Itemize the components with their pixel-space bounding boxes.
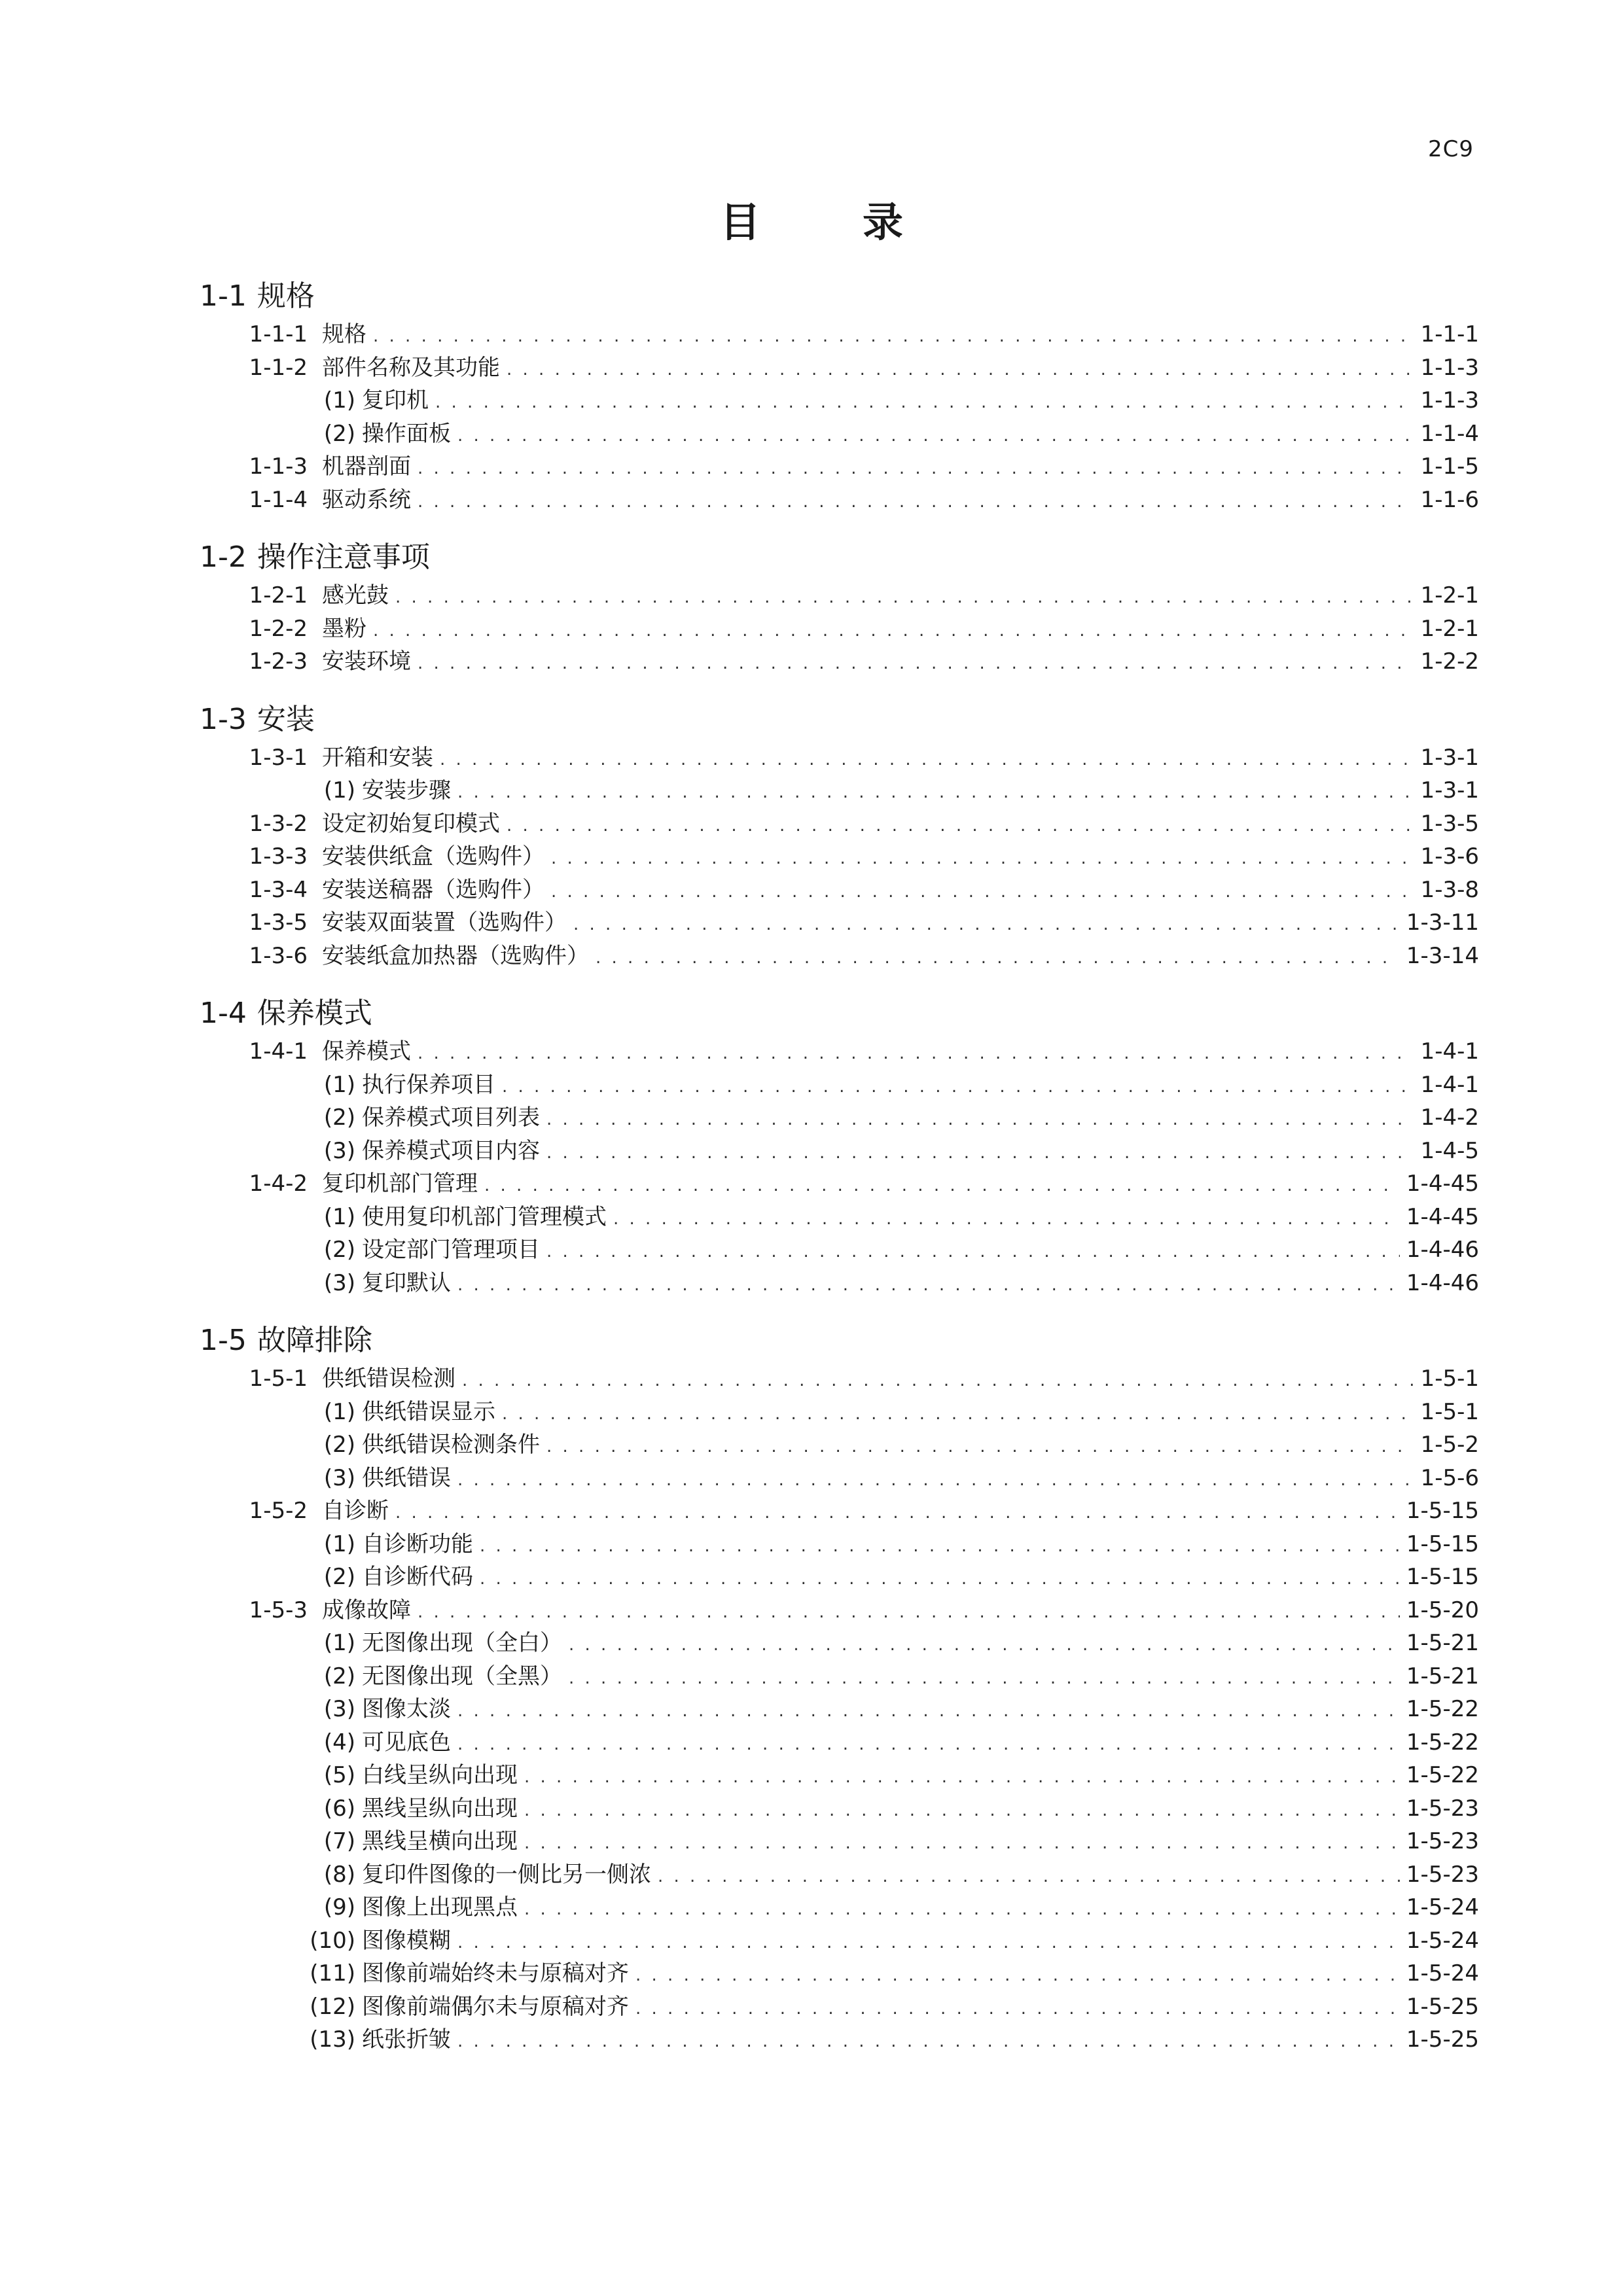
- entry-number: 1-1-3: [249, 453, 308, 480]
- dot-leader: [373, 614, 1414, 648]
- entry-label: 保养模式: [322, 1038, 411, 1065]
- entry-page-number: 1-1-6: [1420, 486, 1479, 513]
- entry-number: (3): [323, 1464, 355, 1491]
- toc-subsection-entry[interactable]: [0, 1462, 1479, 1495]
- toc-section-entry[interactable]: [0, 940, 1479, 973]
- dot-leader: [457, 1926, 1400, 1960]
- dot-leader: [507, 353, 1414, 387]
- entry-number: 1-1-4: [249, 486, 308, 513]
- entry-label: 黑线呈纵向出现: [362, 1795, 518, 1822]
- toc-chapter: [0, 536, 1623, 698]
- entry-number: (2): [323, 1104, 355, 1131]
- entry-label: 图像模糊: [362, 1927, 451, 1954]
- entry-page-number: 1-4-1: [1420, 1071, 1479, 1098]
- entry-number: 1-2-3: [249, 648, 308, 675]
- entry-page-number: 1-3-14: [1406, 942, 1479, 969]
- toc-subsection-entry[interactable]: [0, 384, 1479, 417]
- dot-leader: [524, 1794, 1400, 1828]
- entry-number: 1-2-2: [249, 615, 308, 642]
- toc-subsection-entry[interactable]: [0, 1924, 1479, 1958]
- dot-leader: [658, 1860, 1400, 1894]
- dot-leader: [613, 1203, 1400, 1236]
- dot-leader: [457, 1695, 1400, 1728]
- toc-subsection-entry[interactable]: [0, 1069, 1479, 1102]
- toc-section-entry[interactable]: [0, 1494, 1479, 1528]
- toc-section-entry[interactable]: [0, 906, 1479, 940]
- entry-page-number: 1-5-23: [1406, 1795, 1479, 1822]
- entry-label: 复印件图像的一侧比另一侧浓: [362, 1861, 651, 1888]
- entry-page-number: 1-2-1: [1420, 615, 1479, 642]
- entry-number: (1): [323, 1630, 355, 1656]
- toc-section-entry[interactable]: [0, 612, 1479, 646]
- entry-number: 1-1-1: [249, 321, 308, 347]
- entry-page-number: 1-5-23: [1406, 1861, 1479, 1888]
- page-title-char-2: 录: [863, 198, 904, 246]
- entry-label: 感光鼓: [322, 582, 389, 609]
- toc-subsection-entry[interactable]: [0, 774, 1479, 807]
- entry-label: 设定初始复印模式: [322, 810, 500, 837]
- entry-page-number: 1-5-24: [1406, 1927, 1479, 1954]
- entry-page-number: 1-5-15: [1406, 1498, 1479, 1524]
- entry-number: (1): [323, 1203, 355, 1230]
- entry-label: 纸张折皱: [362, 2026, 451, 2053]
- dot-leader: [435, 386, 1414, 419]
- entry-number: 1-3-2: [249, 810, 308, 837]
- dot-leader: [395, 581, 1414, 614]
- toc-subsection-entry[interactable]: [0, 1101, 1479, 1135]
- entry-label: 无图像出现（全白）: [362, 1630, 562, 1656]
- entry-number: (5): [323, 1762, 355, 1788]
- toc-subsection-entry[interactable]: [0, 1201, 1479, 1234]
- entry-number: (2): [323, 1564, 355, 1590]
- dot-leader: [546, 1430, 1414, 1464]
- entry-label: 成像故障: [322, 1597, 411, 1623]
- chapter-spacer: [0, 679, 1623, 698]
- entry-page-number: 1-5-25: [1406, 1993, 1479, 2020]
- toc-subsection-entry[interactable]: [0, 1528, 1479, 1561]
- dot-leader: [596, 942, 1400, 975]
- chapter-heading[interactable]: [200, 992, 1623, 1035]
- toc-section-entry[interactable]: [0, 741, 1479, 775]
- toc-subsection-entry[interactable]: [0, 1858, 1479, 1892]
- chapter-spacer: [0, 1299, 1623, 1319]
- entry-label: 安装纸盒加热器（选购件）: [322, 942, 589, 969]
- toc-subsection-entry[interactable]: [0, 1267, 1479, 1300]
- entry-number: 1-4-1: [249, 1038, 308, 1065]
- page-title: [0, 190, 1623, 248]
- chapter-number: 1-1: [200, 279, 247, 313]
- entry-page-number: 1-4-45: [1406, 1203, 1479, 1230]
- dot-leader: [546, 1235, 1400, 1269]
- dot-leader: [524, 1893, 1400, 1926]
- dot-leader: [418, 486, 1414, 519]
- dot-leader: [635, 1959, 1400, 1992]
- entry-label: 供纸错误显示: [362, 1398, 495, 1425]
- entry-number: (4): [323, 1729, 355, 1756]
- toc-section-entry[interactable]: [0, 1035, 1479, 1069]
- dot-leader: [502, 1398, 1414, 1431]
- dot-leader: [573, 908, 1400, 942]
- dot-leader: [373, 320, 1414, 353]
- toc-subsection-entry[interactable]: [0, 1891, 1479, 1924]
- entry-page-number: 1-4-2: [1420, 1104, 1479, 1131]
- entry-page-number: 1-5-22: [1406, 1729, 1479, 1756]
- dot-leader: [440, 743, 1414, 777]
- dot-leader: [507, 809, 1414, 843]
- entry-label: 机器剖面: [322, 453, 411, 480]
- entry-number: (1): [323, 1071, 355, 1098]
- toc-section-entry[interactable]: [0, 318, 1479, 351]
- entry-label: 供纸错误: [362, 1464, 451, 1491]
- entry-page-number: 1-4-46: [1406, 1269, 1479, 1296]
- entry-page-number: 1-5-24: [1406, 1894, 1479, 1920]
- chapter-title: 安装: [257, 702, 315, 736]
- toc-section-entry[interactable]: [0, 1167, 1479, 1201]
- toc-section-entry[interactable]: [0, 450, 1479, 484]
- toc-subsection-entry[interactable]: [0, 1957, 1479, 1990]
- entry-number: (8): [323, 1861, 355, 1888]
- entry-label: 复印机部门管理: [322, 1171, 478, 1197]
- toc-subsection-entry[interactable]: [0, 1561, 1479, 1594]
- entry-number: (1): [323, 1530, 355, 1557]
- entry-label: 安装送稿器（选购件）: [322, 876, 544, 903]
- entry-page-number: 1-3-11: [1406, 910, 1479, 936]
- chapter-heading[interactable]: [200, 1319, 1623, 1362]
- toc-subsection-entry[interactable]: [0, 1396, 1479, 1429]
- entry-number: (13): [310, 2026, 355, 2053]
- toc-chapter: [0, 1319, 1623, 2057]
- entry-page-number: 1-5-15: [1406, 1564, 1479, 1590]
- entry-page-number: 1-4-45: [1406, 1171, 1479, 1197]
- entry-number: 1-4-2: [249, 1171, 308, 1197]
- toc-subsection-entry[interactable]: [0, 1627, 1479, 1660]
- entry-label: 图像前端偶尔未与原稿对齐: [362, 1993, 629, 2020]
- entry-number: (9): [323, 1894, 355, 1920]
- toc-subsection-entry[interactable]: [0, 1693, 1479, 1726]
- entry-number: 1-5-1: [249, 1366, 308, 1392]
- dot-leader: [457, 1728, 1400, 1761]
- entry-number: (2): [323, 420, 355, 447]
- entry-label: 部件名称及其功能: [322, 354, 500, 381]
- entry-number: (3): [323, 1137, 355, 1164]
- entry-label: 驱动系统: [322, 486, 411, 513]
- entry-page-number: 1-3-5: [1420, 810, 1479, 837]
- entry-page-number: 1-3-8: [1420, 876, 1479, 903]
- toc-section-entry[interactable]: [0, 484, 1479, 517]
- chapter-number: 1-3: [200, 702, 247, 736]
- entry-label: 复印默认: [362, 1269, 451, 1296]
- entry-page-number: 1-5-6: [1420, 1464, 1479, 1491]
- dot-leader: [418, 452, 1414, 486]
- toc-subsection-entry[interactable]: [0, 1135, 1479, 1168]
- entry-page-number: 1-1-4: [1420, 420, 1479, 447]
- entry-label: 执行保养项目: [362, 1071, 495, 1098]
- entry-page-number: 1-5-15: [1406, 1530, 1479, 1557]
- entry-page-number: 1-3-1: [1420, 744, 1479, 771]
- entry-page-number: 1-5-21: [1406, 1663, 1479, 1689]
- dot-leader: [418, 1037, 1414, 1070]
- entry-page-number: 1-4-46: [1406, 1237, 1479, 1263]
- entry-page-number: 1-1-3: [1420, 354, 1479, 381]
- chapter-number: 1-2: [200, 540, 247, 574]
- chapter-heading[interactable]: [200, 275, 1623, 318]
- entry-page-number: 1-5-21: [1406, 1630, 1479, 1656]
- entry-label: 复印机: [362, 387, 429, 414]
- entry-number: (1): [323, 777, 355, 804]
- entry-number: 1-5-3: [249, 1597, 308, 1623]
- entry-label: 图像上出现黑点: [362, 1894, 518, 1920]
- entry-number: (2): [323, 1237, 355, 1263]
- entry-label: 使用复印机部门管理模式: [362, 1203, 607, 1230]
- entry-number: (1): [323, 1398, 355, 1425]
- entry-number: 1-1-2: [249, 354, 308, 381]
- chapter-spacer: [0, 516, 1623, 536]
- toc-subsection-entry[interactable]: [0, 1726, 1479, 1759]
- page-title-char-1: 目: [719, 198, 760, 246]
- chapter-number: 1-4: [200, 997, 247, 1030]
- entry-page-number: 1-5-23: [1406, 1828, 1479, 1854]
- dot-leader: [551, 875, 1414, 909]
- toc-subsection-entry[interactable]: [0, 1792, 1479, 1826]
- entry-page-number: 1-5-2: [1420, 1432, 1479, 1458]
- dot-leader: [462, 1364, 1414, 1398]
- entry-number: (3): [323, 1269, 355, 1296]
- toc-section-entry[interactable]: [0, 874, 1479, 907]
- entry-label: 安装步骤: [362, 777, 451, 804]
- entry-label: 图像太淡: [362, 1696, 451, 1722]
- entry-page-number: 1-3-6: [1420, 843, 1479, 870]
- toc-section-entry[interactable]: [0, 579, 1479, 612]
- toc-chapter: [0, 275, 1623, 536]
- dot-leader: [524, 1827, 1400, 1860]
- entry-page-number: 1-1-5: [1420, 453, 1479, 480]
- entry-label: 供纸错误检测条件: [362, 1432, 540, 1458]
- entry-page-number: 1-5-24: [1406, 1960, 1479, 1987]
- entry-label: 保养模式项目内容: [362, 1137, 540, 1164]
- entry-label: 安装环境: [322, 648, 411, 675]
- entry-number: 1-2-1: [249, 582, 308, 609]
- entry-page-number: 1-5-1: [1420, 1398, 1479, 1425]
- dot-leader: [418, 647, 1414, 680]
- entry-label: 自诊断: [322, 1498, 389, 1524]
- entry-label: 墨粉: [322, 615, 366, 642]
- toc-subsection-entry[interactable]: [0, 2023, 1479, 2057]
- entry-label: 操作面板: [362, 420, 451, 447]
- entry-number: (10): [310, 1927, 355, 1954]
- dot-leader: [551, 842, 1414, 875]
- entry-label: 自诊断功能: [362, 1530, 473, 1557]
- dot-leader: [635, 1992, 1400, 2026]
- entry-label: 安装供纸盒（选购件）: [322, 843, 544, 870]
- entry-label: 可见底色: [362, 1729, 451, 1756]
- dot-leader: [457, 419, 1414, 453]
- toc-section-entry[interactable]: [0, 1594, 1479, 1627]
- entry-page-number: 1-5-22: [1406, 1762, 1479, 1788]
- entry-label: 设定部门管理项目: [362, 1237, 540, 1263]
- entry-page-number: 1-5-1: [1420, 1366, 1479, 1392]
- toc-chapter: [0, 992, 1623, 1319]
- toc-section-entry[interactable]: [0, 840, 1479, 874]
- table-of-contents: [0, 275, 1623, 2057]
- dot-leader: [457, 2025, 1400, 2058]
- toc-section-entry[interactable]: [0, 1362, 1479, 1396]
- entry-label: 开箱和安装: [322, 744, 433, 771]
- toc-chapter: [0, 698, 1623, 993]
- entry-label: 图像前端始终未与原稿对齐: [362, 1960, 629, 1987]
- chapter-title: 操作注意事项: [257, 540, 430, 574]
- page-code: 2C9: [1427, 136, 1474, 162]
- dot-leader: [546, 1103, 1414, 1137]
- entry-page-number: 1-1-3: [1420, 387, 1479, 414]
- chapter-title: 故障排除: [257, 1324, 372, 1357]
- entry-number: (2): [323, 1663, 355, 1689]
- dot-leader: [502, 1070, 1414, 1104]
- entry-page-number: 1-4-1: [1420, 1038, 1479, 1065]
- entry-label: 安装双面装置（选购件）: [322, 910, 567, 936]
- toc-section-entry[interactable]: [0, 351, 1479, 385]
- toc-subsection-entry[interactable]: [0, 1825, 1479, 1858]
- entry-page-number: 1-5-25: [1406, 2026, 1479, 2053]
- chapter-spacer: [0, 972, 1623, 992]
- entry-label: 保养模式项目列表: [362, 1104, 540, 1131]
- entry-number: (2): [323, 1432, 355, 1458]
- toc-section-entry[interactable]: [0, 807, 1479, 841]
- dot-leader: [457, 1269, 1400, 1302]
- chapter-number: 1-5: [200, 1324, 247, 1357]
- entry-label: 黑线呈横向出现: [362, 1828, 518, 1854]
- toc-subsection-entry[interactable]: [0, 1990, 1479, 2024]
- entry-number: 1-3-1: [249, 744, 308, 771]
- entry-label: 白线呈纵向出现: [362, 1762, 518, 1788]
- entry-number: (1): [323, 387, 355, 414]
- entry-number: (11): [310, 1960, 355, 1987]
- toc-subsection-entry[interactable]: [0, 1233, 1479, 1267]
- entry-page-number: 1-5-22: [1406, 1696, 1479, 1722]
- entry-page-number: 1-2-2: [1420, 648, 1479, 675]
- entry-number: (6): [323, 1795, 355, 1822]
- dot-leader: [524, 1761, 1400, 1794]
- dot-leader: [457, 1464, 1414, 1497]
- dot-leader: [395, 1496, 1400, 1530]
- entry-number: 1-3-6: [249, 942, 308, 969]
- dot-leader: [480, 1530, 1400, 1563]
- toc-subsection-entry[interactable]: [0, 1660, 1479, 1693]
- chapter-heading[interactable]: [200, 536, 1623, 579]
- dot-leader: [569, 1662, 1400, 1695]
- dot-leader: [480, 1563, 1400, 1596]
- entry-page-number: 1-4-5: [1420, 1137, 1479, 1164]
- dot-leader: [546, 1137, 1414, 1170]
- entry-number: 1-3-4: [249, 876, 308, 903]
- dot-leader: [484, 1169, 1400, 1203]
- entry-number: 1-3-3: [249, 843, 308, 870]
- chapter-heading[interactable]: [200, 698, 1623, 741]
- entry-label: 规格: [322, 321, 366, 347]
- entry-number: (12): [310, 1993, 355, 2020]
- toc-subsection-entry[interactable]: [0, 1759, 1479, 1792]
- chapter-title: 保养模式: [257, 997, 372, 1030]
- entry-label: 无图像出现（全黑）: [362, 1663, 562, 1689]
- entry-number: (3): [323, 1696, 355, 1722]
- entry-page-number: 1-2-1: [1420, 582, 1479, 609]
- entry-number: (7): [323, 1828, 355, 1854]
- entry-label: 供纸错误检测: [322, 1366, 455, 1392]
- dot-leader: [418, 1596, 1400, 1629]
- toc-section-entry[interactable]: [0, 645, 1479, 679]
- entry-page-number: 1-1-1: [1420, 321, 1479, 347]
- toc-subsection-entry[interactable]: [0, 417, 1479, 451]
- entry-page-number: 1-5-20: [1406, 1597, 1479, 1623]
- entry-number: 1-5-2: [249, 1498, 308, 1524]
- dot-leader: [457, 776, 1414, 809]
- toc-subsection-entry[interactable]: [0, 1428, 1479, 1462]
- entry-label: 自诊断代码: [362, 1564, 473, 1590]
- entry-number: 1-3-5: [249, 910, 308, 936]
- dot-leader: [569, 1629, 1400, 1662]
- chapter-title: 规格: [257, 279, 315, 313]
- entry-page-number: 1-3-1: [1420, 777, 1479, 804]
